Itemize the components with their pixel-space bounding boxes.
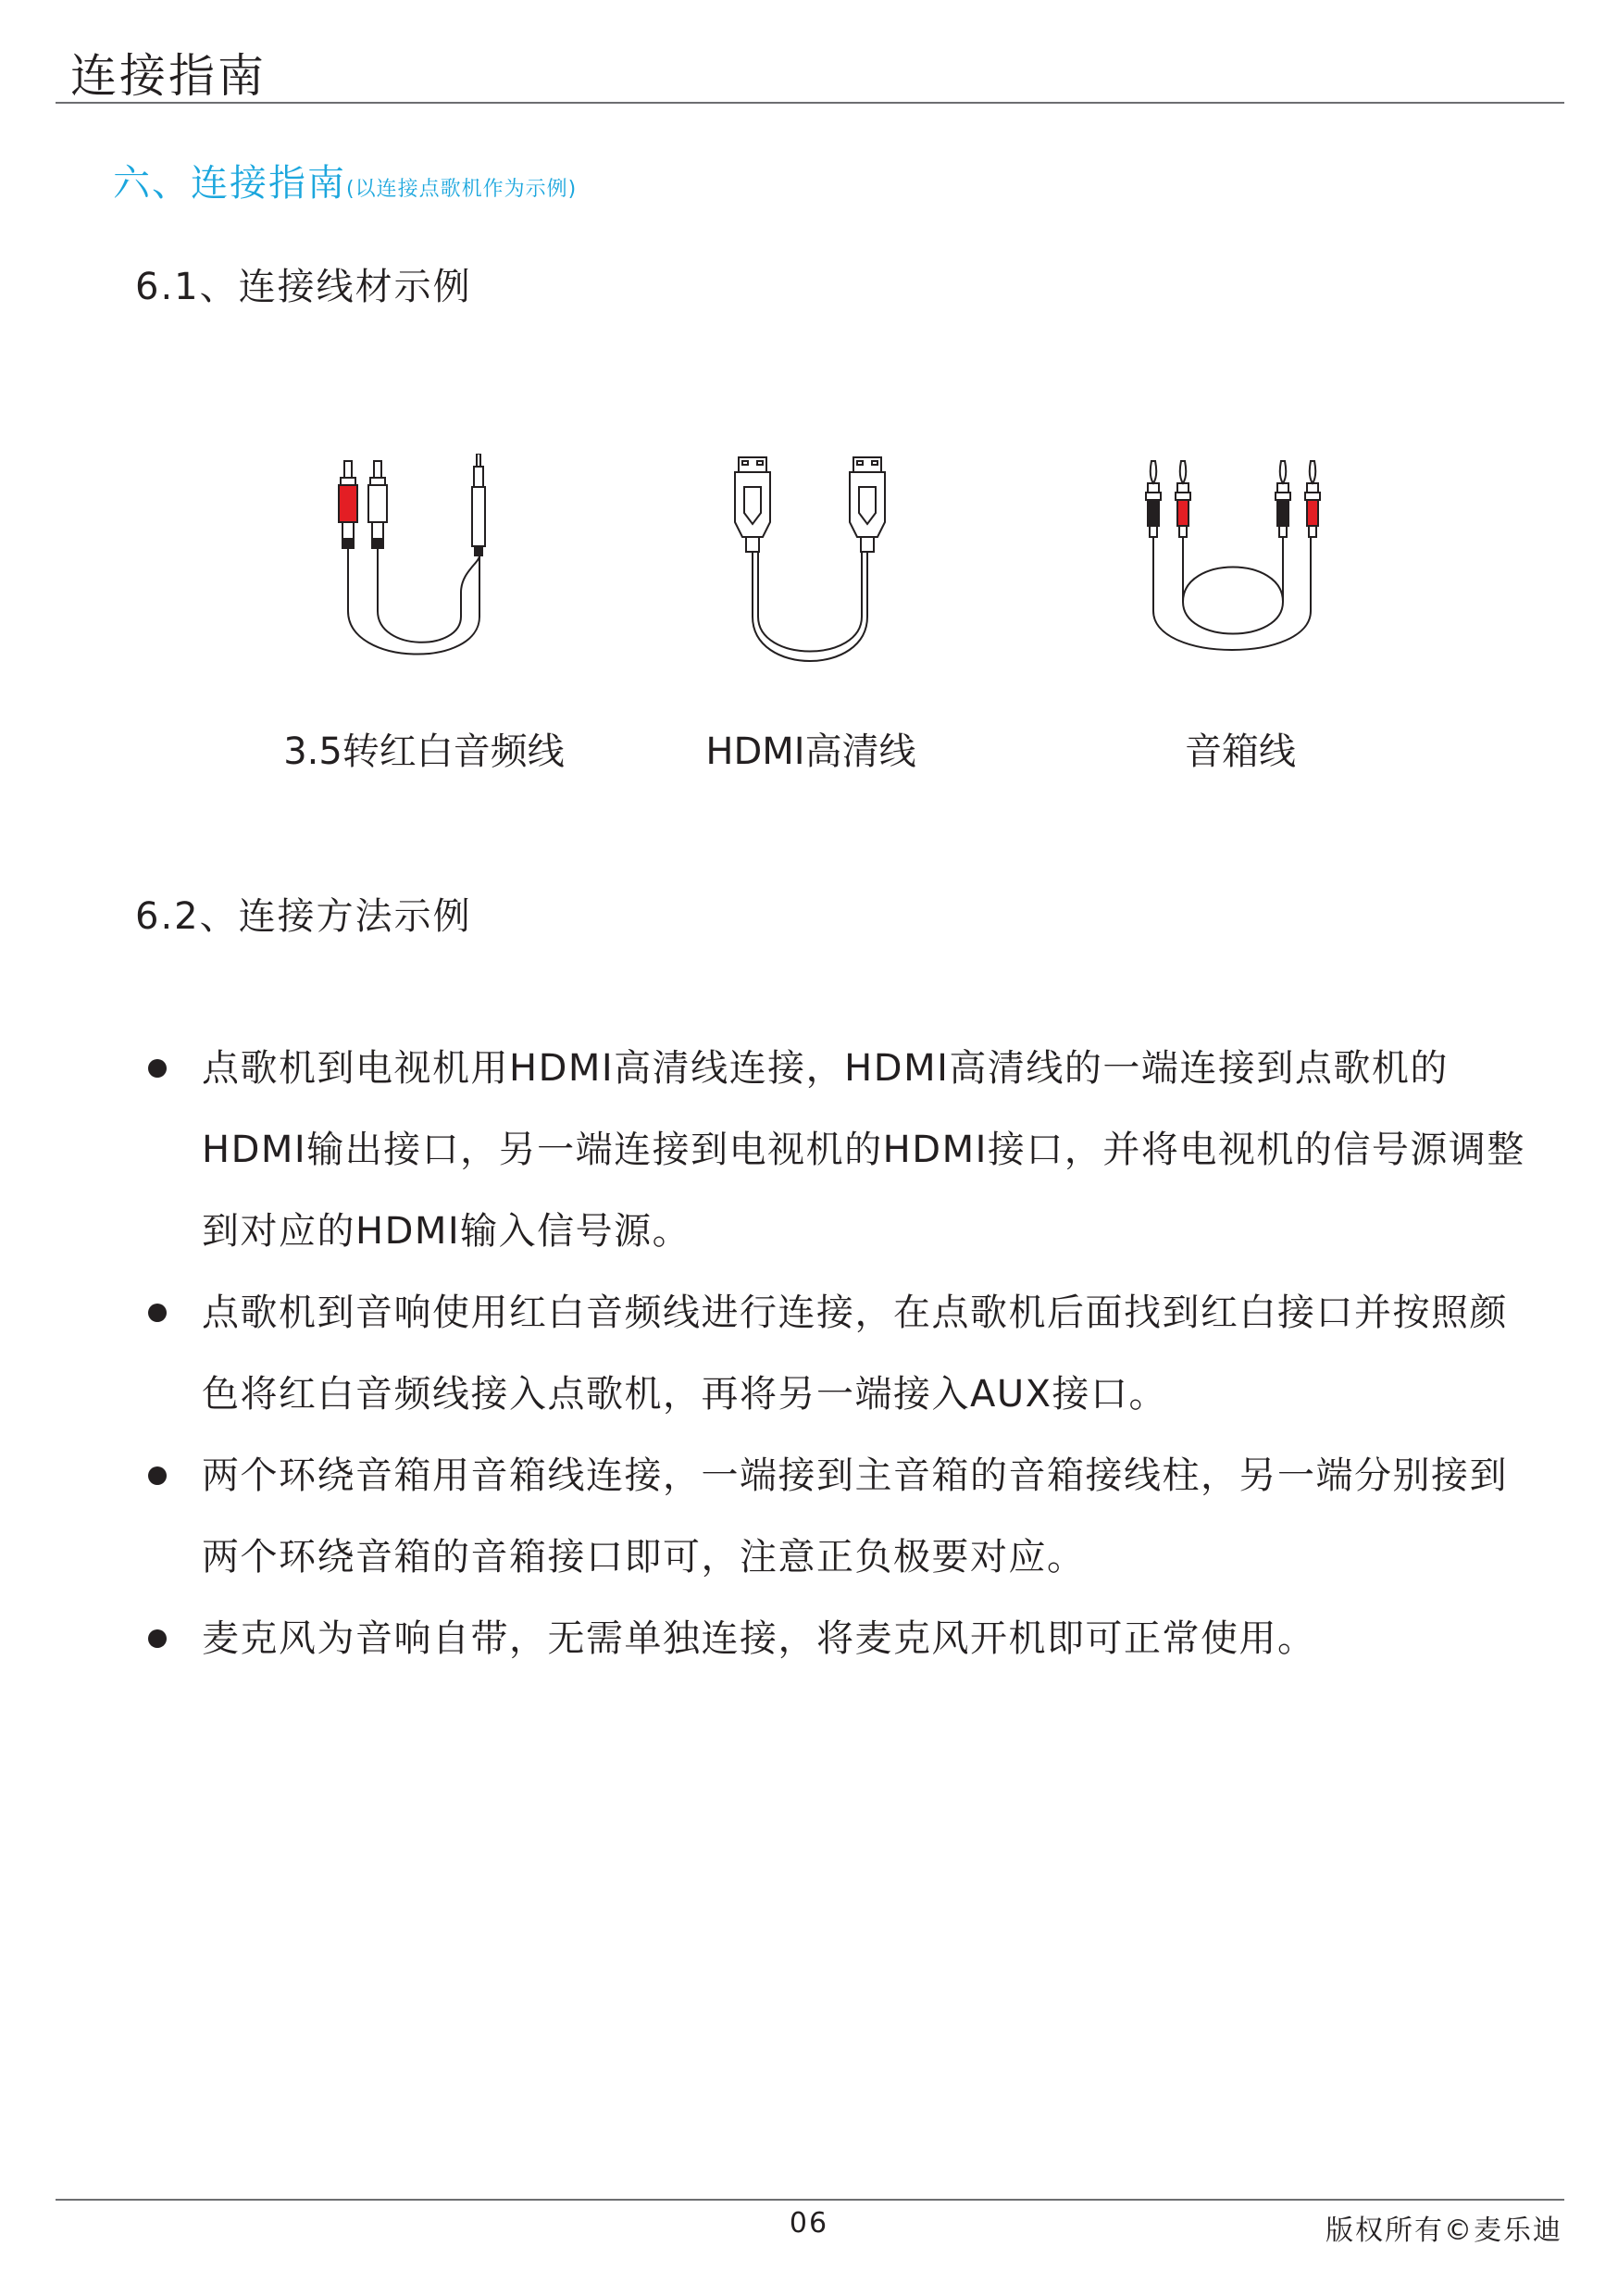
list-item [139,1598,1527,1679]
cable-label-speaker: 音箱线 [1185,730,1296,773]
step-text: 麦克风为音响自带，无需单独连接，将麦克风开机即可正常使用。 [202,1617,1316,1660]
bullet-icon [148,1629,167,1648]
section-heading-title: 六、连接指南 [113,162,346,205]
bullet-icon [148,1059,167,1078]
cable-label-rca: 3.5转红白音频线 [283,730,565,773]
list-item [139,1028,1527,1272]
section-heading [113,154,577,206]
section-heading-note: (以连接点歌机作为示例) [346,178,578,201]
step-text: 点歌机到音响使用红白音频线进行连接，在点歌机后面找到红白接口并按照颜色将红白音频线接入点歌机，再将另一端接入AUX接口。 [202,1292,1508,1416]
list-item [139,1435,1527,1598]
step-text: 点歌机到电视机用HDMI高清线连接，HDMI高清线的一端连接到点歌机的HDMI输出接口，另一端连接到电视机的HDMI接口，并将电视机的信号源调整到对应的HDMI输入信号源。 [202,1047,1525,1253]
copyright-notice: 版权所有©麦乐迪 [1326,2215,1562,2247]
hdmi-cable-icon [722,454,907,685]
cable-label-hdmi: HDMI高清线 [705,730,916,773]
bullet-icon [148,1304,167,1322]
bullet-icon [148,1466,167,1485]
step-text: 两个环绕音箱用音箱线连接，一端接到主音箱的音箱接线柱，另一端分别接到两个环绕音箱的音箱接口即可，注意正负极要对应。 [202,1454,1508,1578]
speaker-cable-icon [1139,454,1342,685]
connection-steps-list [139,1028,1527,1679]
page-number: 06 [789,2207,829,2240]
method-subheading: 6.2、连接方法示例 [135,895,472,938]
header-divider [56,102,1564,104]
rca-audio-cable-icon [322,454,526,685]
page-header-title: 连接指南 [70,49,267,103]
footer-divider [56,2199,1564,2201]
list-item [139,1272,1527,1435]
cables-subheading: 6.1、连接线材示例 [135,266,472,308]
